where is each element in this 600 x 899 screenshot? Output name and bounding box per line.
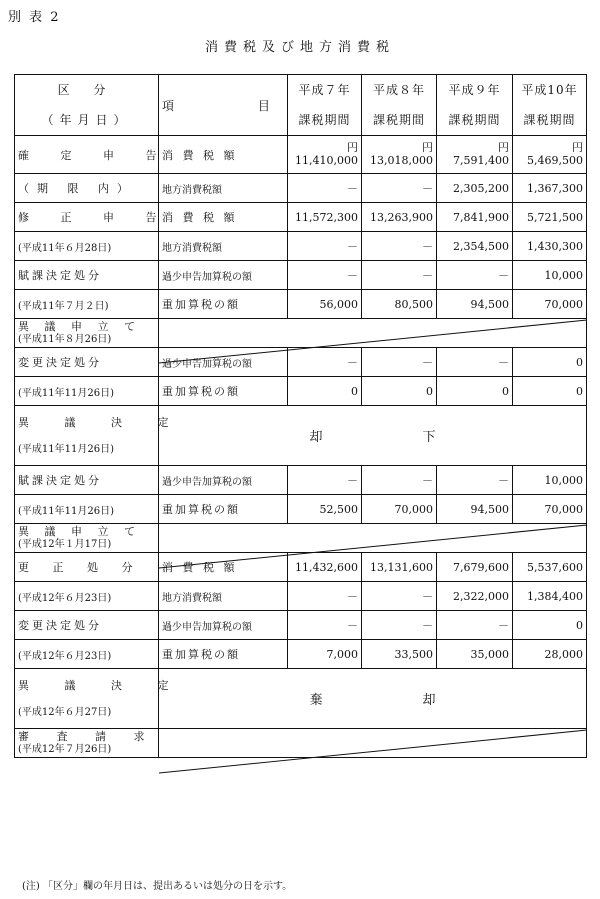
tax-table bbox=[14, 74, 587, 758]
header-year-10 bbox=[513, 75, 587, 136]
diagonal-span-cell bbox=[159, 524, 587, 553]
table-row bbox=[15, 290, 587, 319]
category-cell: (平成11年11月26日) bbox=[15, 495, 159, 524]
value-cell: － bbox=[362, 611, 437, 640]
decision-cell bbox=[159, 406, 587, 466]
category-cell: 変更決定処分 bbox=[15, 348, 159, 377]
table-row bbox=[15, 466, 587, 495]
table-row bbox=[15, 582, 587, 611]
period-label: 課税期間 bbox=[448, 113, 501, 127]
decision-cell bbox=[159, 669, 587, 729]
value-cell: 13,263,900 bbox=[362, 203, 437, 232]
value-text: 5,469,500 bbox=[527, 154, 583, 167]
category-cell: 変更決定処分 bbox=[15, 611, 159, 640]
year-label: 平成９年 bbox=[448, 83, 501, 97]
unit-label: 円 bbox=[572, 141, 583, 154]
item-cell: 消 費 税 額 bbox=[159, 136, 288, 174]
value-cell: － bbox=[437, 611, 513, 640]
diagonal-line bbox=[159, 524, 587, 569]
value-cell bbox=[288, 136, 362, 174]
header-kubun-sub: （年月日） bbox=[41, 113, 132, 127]
value-cell: 33,500 bbox=[362, 640, 437, 669]
value-cell: 10,000 bbox=[513, 261, 587, 290]
value-cell: 0 bbox=[513, 377, 587, 406]
item-cell: 重加算税の額 bbox=[159, 290, 288, 319]
header-kubun bbox=[15, 75, 159, 136]
value-cell bbox=[513, 136, 587, 174]
decision-char: 棄 bbox=[309, 693, 323, 708]
value-cell: 0 bbox=[513, 348, 587, 377]
year-label: 平成７年 bbox=[298, 83, 351, 97]
table-title: 消費税及び地方消費税 bbox=[204, 40, 395, 55]
value-cell: 52,500 bbox=[288, 495, 362, 524]
category-cell bbox=[15, 406, 185, 466]
table-row bbox=[15, 495, 587, 524]
item-cell: 地方消費税額 bbox=[159, 582, 288, 611]
value-cell: 2,305,200 bbox=[437, 174, 513, 203]
period-label: 課税期間 bbox=[372, 113, 425, 127]
category-cell bbox=[15, 319, 159, 348]
category-cell: （期 限 内） bbox=[15, 174, 159, 203]
table-row bbox=[15, 524, 587, 553]
value-cell: 11,432,600 bbox=[288, 553, 362, 582]
decision-char: 却 bbox=[422, 693, 436, 708]
table-row bbox=[15, 319, 587, 348]
header-year-7 bbox=[288, 75, 362, 136]
value-cell: 1,384,400 bbox=[513, 582, 587, 611]
category-cell: (平成12年６月23日) bbox=[15, 582, 159, 611]
value-text: 13,018,000 bbox=[370, 154, 433, 167]
item-cell: 消 費 税 額 bbox=[159, 203, 288, 232]
diagonal-span-cell bbox=[159, 319, 587, 348]
category-label: 異 議 申 立 て bbox=[18, 320, 141, 333]
value-cell: 10,000 bbox=[513, 466, 587, 495]
value-cell: 28,000 bbox=[513, 640, 587, 669]
category-cell: (平成11年11月26日) bbox=[15, 377, 159, 406]
category-cell: 賦課決定処分 bbox=[15, 261, 159, 290]
table-row bbox=[15, 611, 587, 640]
value-text: 7,591,400 bbox=[453, 154, 509, 167]
category-date: (平成12年１月17日) bbox=[18, 539, 112, 550]
value-cell: 5,721,500 bbox=[513, 203, 587, 232]
value-cell: － bbox=[288, 232, 362, 261]
category-cell: 賦課決定処分 bbox=[15, 466, 159, 495]
value-cell: 11,572,300 bbox=[288, 203, 362, 232]
category-cell: (平成11年７月２日) bbox=[15, 290, 159, 319]
category-date: (平成12年７月26日) bbox=[18, 744, 112, 755]
value-cell: － bbox=[362, 174, 437, 203]
category-cell: 修 正 申 告 bbox=[15, 203, 159, 232]
item-cell: 過少申告加算税の額 bbox=[159, 348, 288, 377]
header-kubun-label: 区 分 bbox=[57, 83, 116, 97]
year-label: 平成８年 bbox=[372, 83, 425, 97]
value-cell: － bbox=[437, 261, 513, 290]
item-cell: 地方消費税額 bbox=[159, 232, 288, 261]
value-cell: 80,500 bbox=[362, 290, 437, 319]
header-item: 項 目 bbox=[159, 75, 288, 136]
category-date: (平成12年６月27日) bbox=[18, 706, 112, 718]
unit-label: 円 bbox=[498, 141, 509, 154]
period-label: 課税期間 bbox=[298, 113, 351, 127]
table-row bbox=[15, 406, 587, 466]
category-date: (平成11年11月26日) bbox=[18, 443, 114, 455]
table-row bbox=[15, 261, 587, 290]
value-cell: － bbox=[437, 348, 513, 377]
value-cell: － bbox=[362, 466, 437, 495]
value-cell: 0 bbox=[288, 377, 362, 406]
table-row bbox=[15, 136, 587, 174]
value-cell: 0 bbox=[437, 377, 513, 406]
value-cell: 7,841,900 bbox=[437, 203, 513, 232]
category-cell: (平成12年６月23日) bbox=[15, 640, 159, 669]
table-row bbox=[15, 669, 587, 729]
value-cell: 5,537,600 bbox=[513, 553, 587, 582]
category-label: 異 議 決 定 bbox=[18, 678, 185, 692]
item-cell: 過少申告加算税の額 bbox=[159, 466, 288, 495]
value-cell: － bbox=[288, 466, 362, 495]
header-year-8 bbox=[362, 75, 437, 136]
decision-char: 却 bbox=[309, 430, 323, 445]
category-cell bbox=[15, 729, 159, 758]
value-cell: 13,131,600 bbox=[362, 553, 437, 582]
diagonal-line bbox=[159, 319, 587, 364]
value-cell: 7,679,600 bbox=[437, 553, 513, 582]
year-label: 平成10年 bbox=[521, 83, 578, 97]
table-row bbox=[15, 377, 587, 406]
category-cell: 更 正 処 分 bbox=[15, 553, 159, 582]
value-cell: － bbox=[437, 466, 513, 495]
value-cell: － bbox=[362, 348, 437, 377]
category-label: 審 査 請 求 bbox=[18, 730, 157, 743]
value-cell: 94,500 bbox=[437, 290, 513, 319]
value-cell: 2,322,000 bbox=[437, 582, 513, 611]
value-cell: 70,000 bbox=[513, 290, 587, 319]
value-cell bbox=[362, 136, 437, 174]
value-cell: － bbox=[288, 174, 362, 203]
value-cell: － bbox=[362, 261, 437, 290]
diagonal-span-cell bbox=[159, 729, 587, 758]
footnote: (注) 「区分」欄の年月日は、提出あるいは処分の日を示す。 bbox=[22, 881, 293, 892]
table-row bbox=[15, 232, 587, 261]
value-cell: － bbox=[362, 232, 437, 261]
value-cell: 94,500 bbox=[437, 495, 513, 524]
item-cell: 過少申告加算税の額 bbox=[159, 611, 288, 640]
table-row bbox=[15, 203, 587, 232]
item-cell: 過少申告加算税の額 bbox=[159, 261, 288, 290]
value-cell: 70,000 bbox=[362, 495, 437, 524]
value-cell: 56,000 bbox=[288, 290, 362, 319]
value-cell: － bbox=[362, 582, 437, 611]
table-row bbox=[15, 640, 587, 669]
value-cell: － bbox=[288, 261, 362, 290]
decision-char: 下 bbox=[422, 430, 436, 445]
period-label: 課税期間 bbox=[523, 113, 576, 127]
value-cell: 2,354,500 bbox=[437, 232, 513, 261]
value-cell: － bbox=[288, 348, 362, 377]
unit-label: 円 bbox=[422, 141, 433, 154]
category-cell bbox=[15, 669, 185, 729]
unit-label: 円 bbox=[347, 141, 358, 154]
diagonal-line bbox=[159, 729, 587, 774]
value-cell: － bbox=[288, 611, 362, 640]
category-cell: (平成11年６月28日) bbox=[15, 232, 159, 261]
item-cell: 地方消費税額 bbox=[159, 174, 288, 203]
value-cell: 0 bbox=[362, 377, 437, 406]
header-row bbox=[15, 75, 587, 136]
item-cell: 重加算税の額 bbox=[159, 640, 288, 669]
item-cell: 重加算税の額 bbox=[159, 495, 288, 524]
category-date: (平成11年８月26日) bbox=[18, 334, 112, 345]
value-cell: 0 bbox=[513, 611, 587, 640]
item-cell: 重加算税の額 bbox=[159, 377, 288, 406]
value-cell: 1,367,300 bbox=[513, 174, 587, 203]
value-cell: － bbox=[288, 582, 362, 611]
attachment-label: 別 表 2 bbox=[8, 10, 61, 25]
header-year-9 bbox=[437, 75, 513, 136]
category-cell: 確 定 申 告 bbox=[15, 136, 159, 174]
value-cell: 70,000 bbox=[513, 495, 587, 524]
value-cell: 1,430,300 bbox=[513, 232, 587, 261]
category-label: 異 議 決 定 bbox=[18, 415, 185, 429]
value-cell: 7,000 bbox=[288, 640, 362, 669]
table-row bbox=[15, 729, 587, 758]
value-cell: 35,000 bbox=[437, 640, 513, 669]
table-row bbox=[15, 174, 587, 203]
category-label: 異 議 申 立 て bbox=[18, 525, 141, 538]
item-cell: 消 費 税 額 bbox=[159, 553, 288, 582]
category-cell bbox=[15, 524, 159, 553]
value-cell bbox=[437, 136, 513, 174]
value-text: 11,410,000 bbox=[295, 154, 358, 167]
